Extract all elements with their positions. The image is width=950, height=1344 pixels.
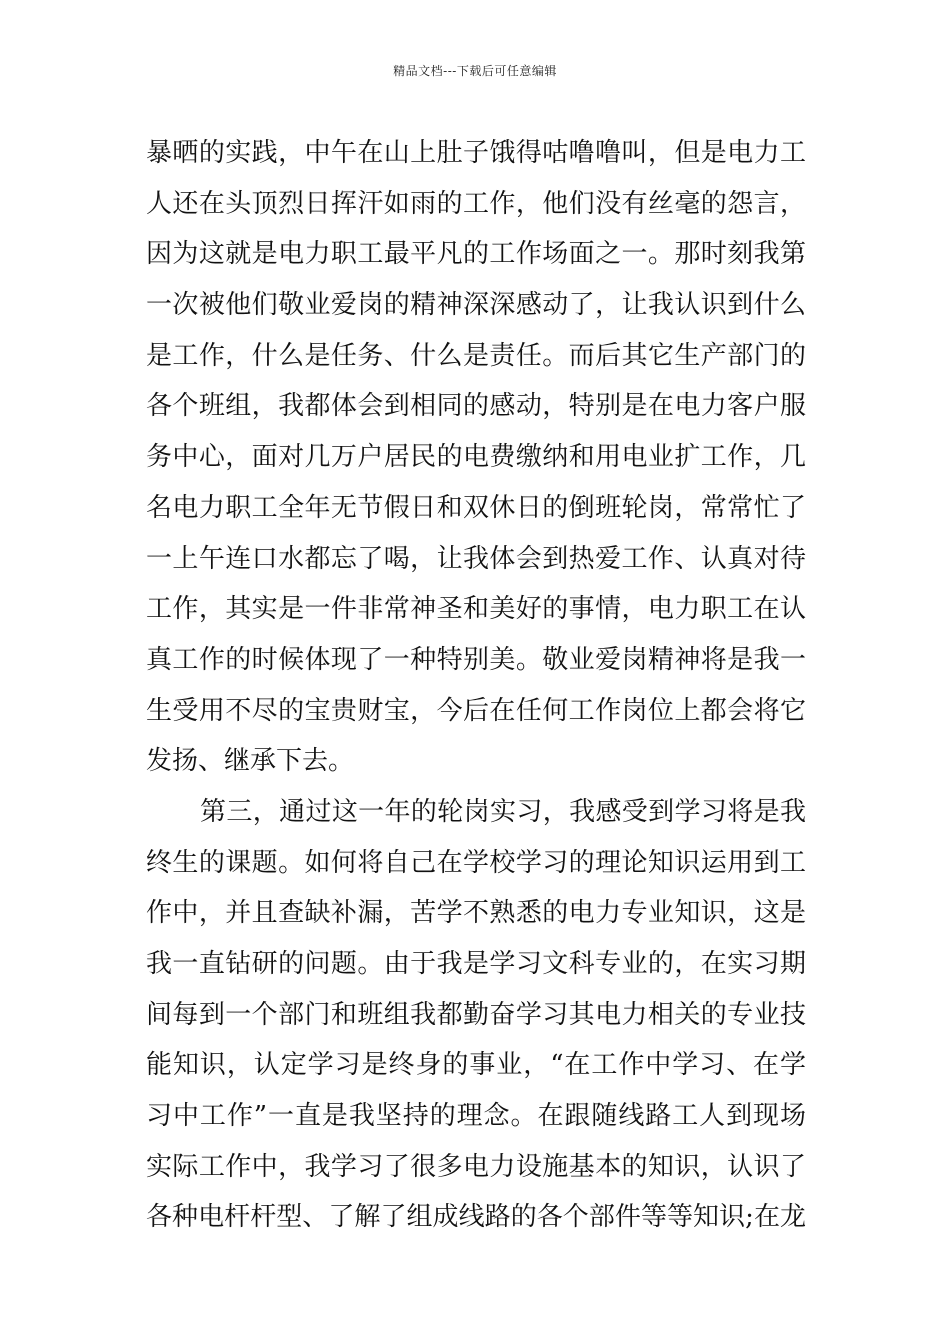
text-line: 习中工作”一直是我坚持的理念。在跟随线路工人到现场 xyxy=(146,1101,806,1132)
text-line: 因为这就是电力职工最平凡的工作场面之一。那时刻我第 xyxy=(146,239,806,270)
text-line: 人还在头顶烈日挥汗如雨的工作，他们没有丝毫的怨言， xyxy=(146,188,806,219)
text-line: 生受用不尽的宝贵财宝，今后在任何工作岗位上都会将它 xyxy=(146,695,806,726)
text-line: 一上午连口水都忘了喝，让我体会到热爱工作、认真对待 xyxy=(146,543,806,574)
text-line: 一次被他们敬业爱岗的精神深深感动了，让我认识到什么 xyxy=(146,290,806,321)
text-line: 暴晒的实践，中午在山上肚子饿得咕噜噜叫，但是电力工 xyxy=(146,138,806,168)
text-line: 我一直钻研的问题。由于我是学习文科专业的，在实习期 xyxy=(146,949,806,979)
page-header: 精品文档---下载后可任意编辑 xyxy=(393,64,557,78)
text-line: 能知识，认定学习是终身的事业，“在工作中学习、在学 xyxy=(146,1050,806,1081)
paragraph-2 xyxy=(146,787,806,1243)
text-line: 工作，其实是一件非常神圣和美好的事情，电力职工在认 xyxy=(146,594,806,625)
text-line: 各个班组，我都体会到相同的感动，特别是在电力客户服 xyxy=(146,391,806,422)
text-line: 真工作的时候体现了一种特别美。敬业爱岗精神将是我一 xyxy=(146,644,806,675)
text-line: 间每到一个部门和班组我都勤奋学习其电力相关的专业技 xyxy=(146,999,806,1030)
text-line: 实际工作中，我学习了很多电力设施基本的知识，认识了 xyxy=(146,1151,806,1182)
text-line: 终生的课题。如何将自己在学校学习的理论知识运用到工 xyxy=(146,847,806,878)
text-line: 是工作，什么是任务、什么是责任。而后其它生产部门的 xyxy=(146,340,806,371)
text-line: 作中，并且查缺补漏，苦学不熟悉的电力专业知识，这是 xyxy=(146,898,806,929)
text-line: 务中心，面对几万户居民的电费缴纳和用电业扩工作，几 xyxy=(146,442,806,473)
paragraph-1 xyxy=(146,128,806,787)
text-line: 第三，通过这一年的轮岗实习，我感受到学习将是我 xyxy=(200,796,806,827)
text-line: 名电力职工全年无节假日和双休日的倒班轮岗，常常忙了 xyxy=(146,492,806,523)
text-line: 发扬、继承下去。 xyxy=(146,746,355,777)
body-text xyxy=(146,128,806,1243)
text-line: 各种电杆杆型、了解了组成线路的各个部件等等知识;在龙 xyxy=(146,1202,806,1233)
